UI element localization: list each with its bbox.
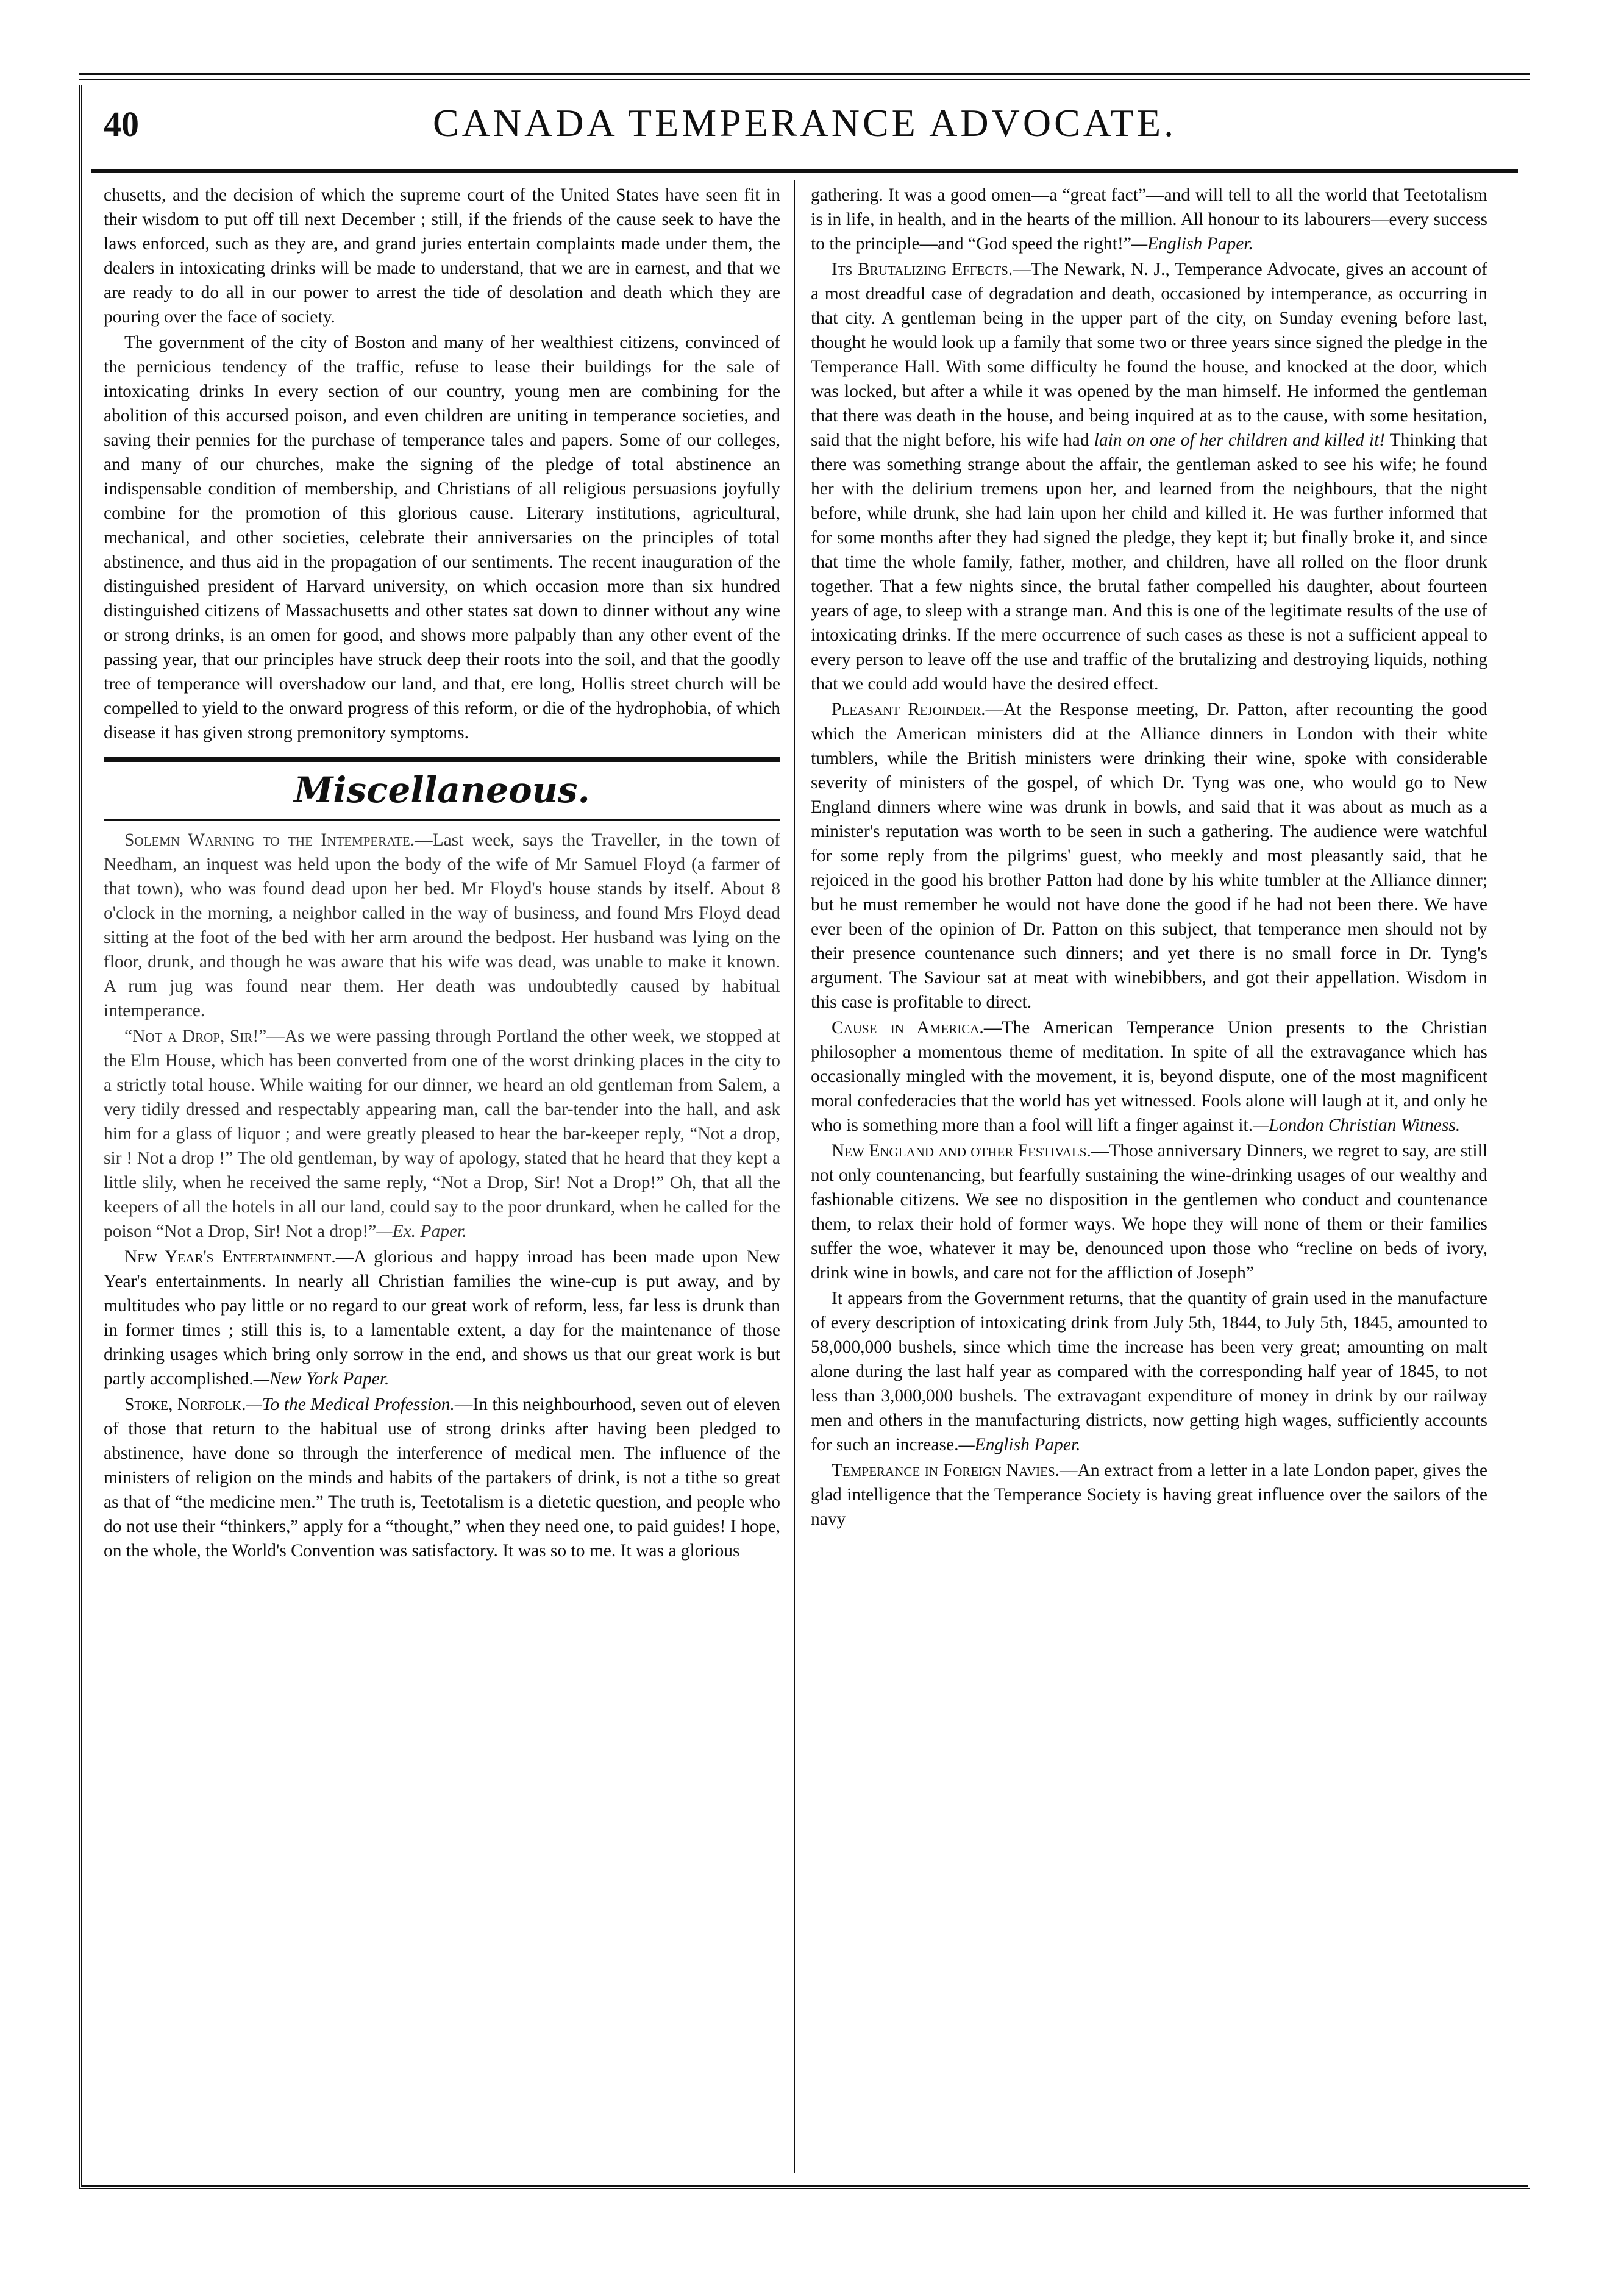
- article-body: —A glorious and happy inroad has been made upon New Year's entertainments. In nearly all Christian families the wine-cup is put away, and by multitudes who pay little or no regard to our great work of reform, less, far less is drunk than in former times ; still this is, to a lamentable extent, a day for the maintenance of those drinking usages which bring only sorrow in the end, and shows us that our great work is but partly accomplished.: [104, 1247, 780, 1389]
- section-title: Miscellaneous.: [294, 769, 590, 811]
- masthead-title: CANADA TEMPERANCE ADVOCATE.: [432, 101, 1177, 144]
- section-rule-heavy: [104, 757, 780, 762]
- article-source: —English Paper.: [958, 1435, 1081, 1454]
- article-grain-returns: [811, 1286, 1487, 1457]
- article-heading: Solemn Warning to the Intemperate.: [124, 830, 415, 850]
- article-heading: Its Brutalizing Effects.: [832, 260, 1013, 279]
- article-source: —Ex. Paper.: [376, 1222, 467, 1241]
- article-emphasis: lain on one of her children and killed it!: [1094, 430, 1386, 450]
- article-body: —In this neighbourhood, seven out of eleven of those that return to the habitual use of strong drinks after having been pledged to abstinence, have done so through the interference of medical men. The influence of the ministers of religion on the minds and habits of the partakers of drink, is not a tithe so great as that of “the medicine men.” The truth is, Teetotalism is a dietetic question, and people who do not use their “thinkers,” apply for a “thought,” when they need one, to paid guides! I hope, on the whole, the World's Convention was satisfactory. It was so to me. It was a glorious: [104, 1395, 780, 1561]
- article-stoke-norfolk: [104, 1392, 780, 1563]
- page-header: [91, 94, 1518, 168]
- article-heading: Cause in America.: [832, 1018, 984, 1038]
- article-heading: Stoke, Norfolk.: [124, 1395, 246, 1414]
- article-new-year: [104, 1245, 780, 1391]
- article-heading: Temperance in Foreign Navies.: [832, 1461, 1060, 1480]
- article-source: —English Paper.: [1131, 234, 1253, 254]
- article-pleasant-rejoinder: [811, 697, 1487, 1014]
- article-continuation: [811, 183, 1487, 256]
- article-body: —At the Response meeting, Dr. Patton, after recounting the good which the American ministers did at the Alliance dinners in London with their white tumblers, while the British ministers were drinking their wine, spoke with considerable severity of ministers of the gospel, of which Dr. Tyng was one, who would go to New England dinners where wine was drunk in bowls, and said that it was about as much as a minister's reputation was worth to be seen in such a gathering. The audience were watchful for some reply from the pilgrims' guest, who meekly and most pleasantly said, that he rejoiced in the good his brother Patton had done by his white tumbler at the Alliance dinner; but he must remember he would not have done the good if he had not been there. We have ever been of the opinion of Dr. Patton on this subject, that temperance men should not by their presence countenance such dinners; and yet there is no small force in Dr. Tyng's argument. The Saviour sat at meat with winebibbers, and got their appellation. Wisdom in this case is profitable to direct.: [811, 700, 1487, 1012]
- article-body-cont: Thinking that there was something strange about the affair, the gentleman asked to see his wife; he found her with the delirium tremens upon her, and learned from the neighbours, that the night before, while drunk, she had lain upon her child and killed it. He was further informed that for some months after they had signed the pledge, they kept it; but finally broke it, and since that time the whole family, father, mother, and children, have all rolled on the floor drunk together. That a few nights since, the brutal father compelled his daughter, about fourteen years of age, to sleep with a strange man. And this is one of the legitimate results of the use of intoxicating drinks. If the mere occurrence of such cases as these is not a sufficient appeal to every person to leave off the use and traffic of the brutalizing and destroying liquids, nothing that we could add would have the desired effect.: [811, 430, 1487, 694]
- article-body: —The American Temperance Union presents to the Christian philosopher a momentous theme of meditation. In spite of all the extravagance which has occasionally mingled with the movement, it is, beyond dispute, one of the most magnificent moral confederacies that the world has yet witnessed. Fools alone will laugh at it, and only he who is something more than a fool will lift a finger against it.: [811, 1018, 1487, 1135]
- section-rule: [104, 819, 780, 821]
- page-number: 40: [104, 104, 139, 144]
- newspaper-page: [79, 73, 1530, 2188]
- article-source: —London Christian Witness.: [1253, 1116, 1461, 1135]
- article-source: —New York Paper.: [253, 1369, 390, 1389]
- article-continuation: chusetts, and the decision of which the supreme court of the United States have seen fit in their wisdom to put off till next December ; still, if the friends of the cause seek to have the laws enforced, such as they are, and grand juries entertain complaints made under them, the dealers in intoxicating drinks will be made to understand, that we are in earnest, and that we are ready to do all in our power to arrest the tide of desolation and death which they are pouring over the face of society.: [104, 185, 780, 327]
- article-not-a-drop: [104, 1024, 780, 1244]
- top-rule-inner: [79, 79, 1530, 80]
- article-heading: New England and other Festivals.: [832, 1141, 1091, 1161]
- column-separator: [794, 180, 795, 2173]
- right-column: [811, 183, 1487, 2164]
- article-heading: “Not a Drop, Sir!”: [124, 1027, 267, 1046]
- header-rule: [91, 169, 1518, 173]
- article-body: It appears from the Government returns, that the quantity of grain used in the manufacture of every description of intoxicating drink from July 5th, 1844, to July 5th, 1845, amounted to 58,000,000 bushels, since which time the increase has been very great; amounting on malt alone during the last half year as compared with the corresponding half year of 1845, to not less than 3,000,000 bushels. The extravagant expenditure of money in drink by our railway men and others in the manufacturing districts, now getting high wages, sufficiently accounts for such an increase.: [811, 1289, 1487, 1454]
- article-brutalizing-effects: [811, 257, 1487, 696]
- article-body: —The Newark, N. J., Temperance Advocate, gives an account of a most dreadful case of degradation and death, occasioned by intemperance, as occurring in that city. A gentleman being in the upper part of the city, on Sunday evening before last, thought he would look up a family that some two or three years since signed the pledge in the Temperance Hall. With some difficulty he found the house, and knocked at the door, which was locked, but after a while it was opened by the man himself. He informed the gentleman that there was death in the house, and being inquired at as to the cause, with some hesitation, said that the night before, his wife had: [811, 260, 1487, 450]
- article-foreign-navies: [811, 1458, 1487, 1531]
- article-body: —Those anniversary Dinners, we regret to say, are still not only countenancing, but fearfully sustaining the wine-drinking usages of our wealthy and fashionable citizens. We see no disposition in the gentlemen who conduct and countenance them, to relax their hold of former ways. We hope they will none of them or their families suffer the woe, whatever it may be, denounced upon those who “recline on beds of ivory, drink wine in bowls, and care not for the affliction of Joseph”: [811, 1141, 1487, 1283]
- article-body: gathering. It was a good omen—a “great fact”—and will tell to all the world that Teetotalism is in life, in health, and in the hearts of the million. All honour to its labourers—every success to the principle—and “God speed the right!”: [811, 185, 1487, 254]
- article-body: —Last week, says the Traveller, in the town of Needham, an inquest was held upon the body of the wife of Mr Samuel Floyd (a farmer of that town), who was found dead upon her bed. Mr Floyd's house stands by itself. About 8 o'clock in the morning, a neighbor called in the way of business, and found Mrs Floyd dead sitting at the foot of the bed with her arm around the bedpost. Her husband was lying on the floor, drunk, and though he was aware that his wife was dead, was unable to make it known. A rum jug was found near them. Her death was undoubtedly caused by habitual intemperance.: [104, 830, 780, 1020]
- left-column: [104, 183, 780, 2164]
- article-solemn-warning: [104, 828, 780, 1023]
- article-heading: Pleasant Rejoinder.: [832, 700, 986, 719]
- article-new-england-festivals: [811, 1139, 1487, 1285]
- top-rule: [79, 73, 1530, 75]
- article-cause-in-america: [811, 1016, 1487, 1138]
- article-subheading: —To the Medical Profession.: [246, 1395, 455, 1414]
- article-paragraph: The government of the city of Boston and many of her wealthiest citizens, convinced of the pernicious tendency of the traffic, refuse to lease their buildings for the sale of intoxicating drinks In every section of our country, young men are combining for the abolition of this accursed poison, and even children are uniting in temperance societies, and saving their pennies for the purchase of temperance tales and papers. Some of our colleges, and many of our churches, make the signing of the pledge of total abstinence an indispensable condition of membership, and Christians of all religious persuasions joyfully combine for the promotion of this glorious cause. Literary institutions, agricultural, mechanical, and other societies, celebrate their anniversaries on the principles of total abstinence, and thus aid in the propagation of our sentiments. The recent inauguration of the distinguished president of Harvard university, on which occasion more than six hundred distinguished citizens of Massachusetts and other states sat down to dinner without any wine or strong drinks, is an omen for good, and shows more palpably than any other event of the passing year, that our principles have struck deep their roots into the soil, and that the goodly tree of temperance will overshadow our land, and that, ere long, Hollis street church will be compelled to yield to the onward progress of this reform, or die of the hydrophobia, of which disease it has given strong premonitory symptoms.: [104, 333, 780, 742]
- article-body: —An extract from a letter in a late London paper, gives the glad intelligence that the Temperance Society is having great influence over the sailors of the navy: [811, 1461, 1487, 1529]
- article-body: —As we were passing through Portland the other week, we stopped at the Elm House, which has been converted from one of the worst drinking places in the city to a strictly total house. While waiting for our dinner, we heard an old gentleman from Salem, a very tidily dressed and respectably appearing man, call the bar-tender into the hall, and ask him for a glass of liquor ; and were greatly pleased to hear the bar-keeper reply, “Not a drop, sir ! Not a drop !” The old gentleman, by way of apology, stated that he heard that they kept a little slily, when he received the same reply, “Not a Drop, Sir! Not a Drop!” Oh, that all the keepers of all the hotels in all our land, could say to the poor drunkard, when he called for the poison “Not a Drop, Sir! Not a drop!”: [104, 1027, 780, 1241]
- article-heading: New Year's Entertainment.: [124, 1247, 336, 1267]
